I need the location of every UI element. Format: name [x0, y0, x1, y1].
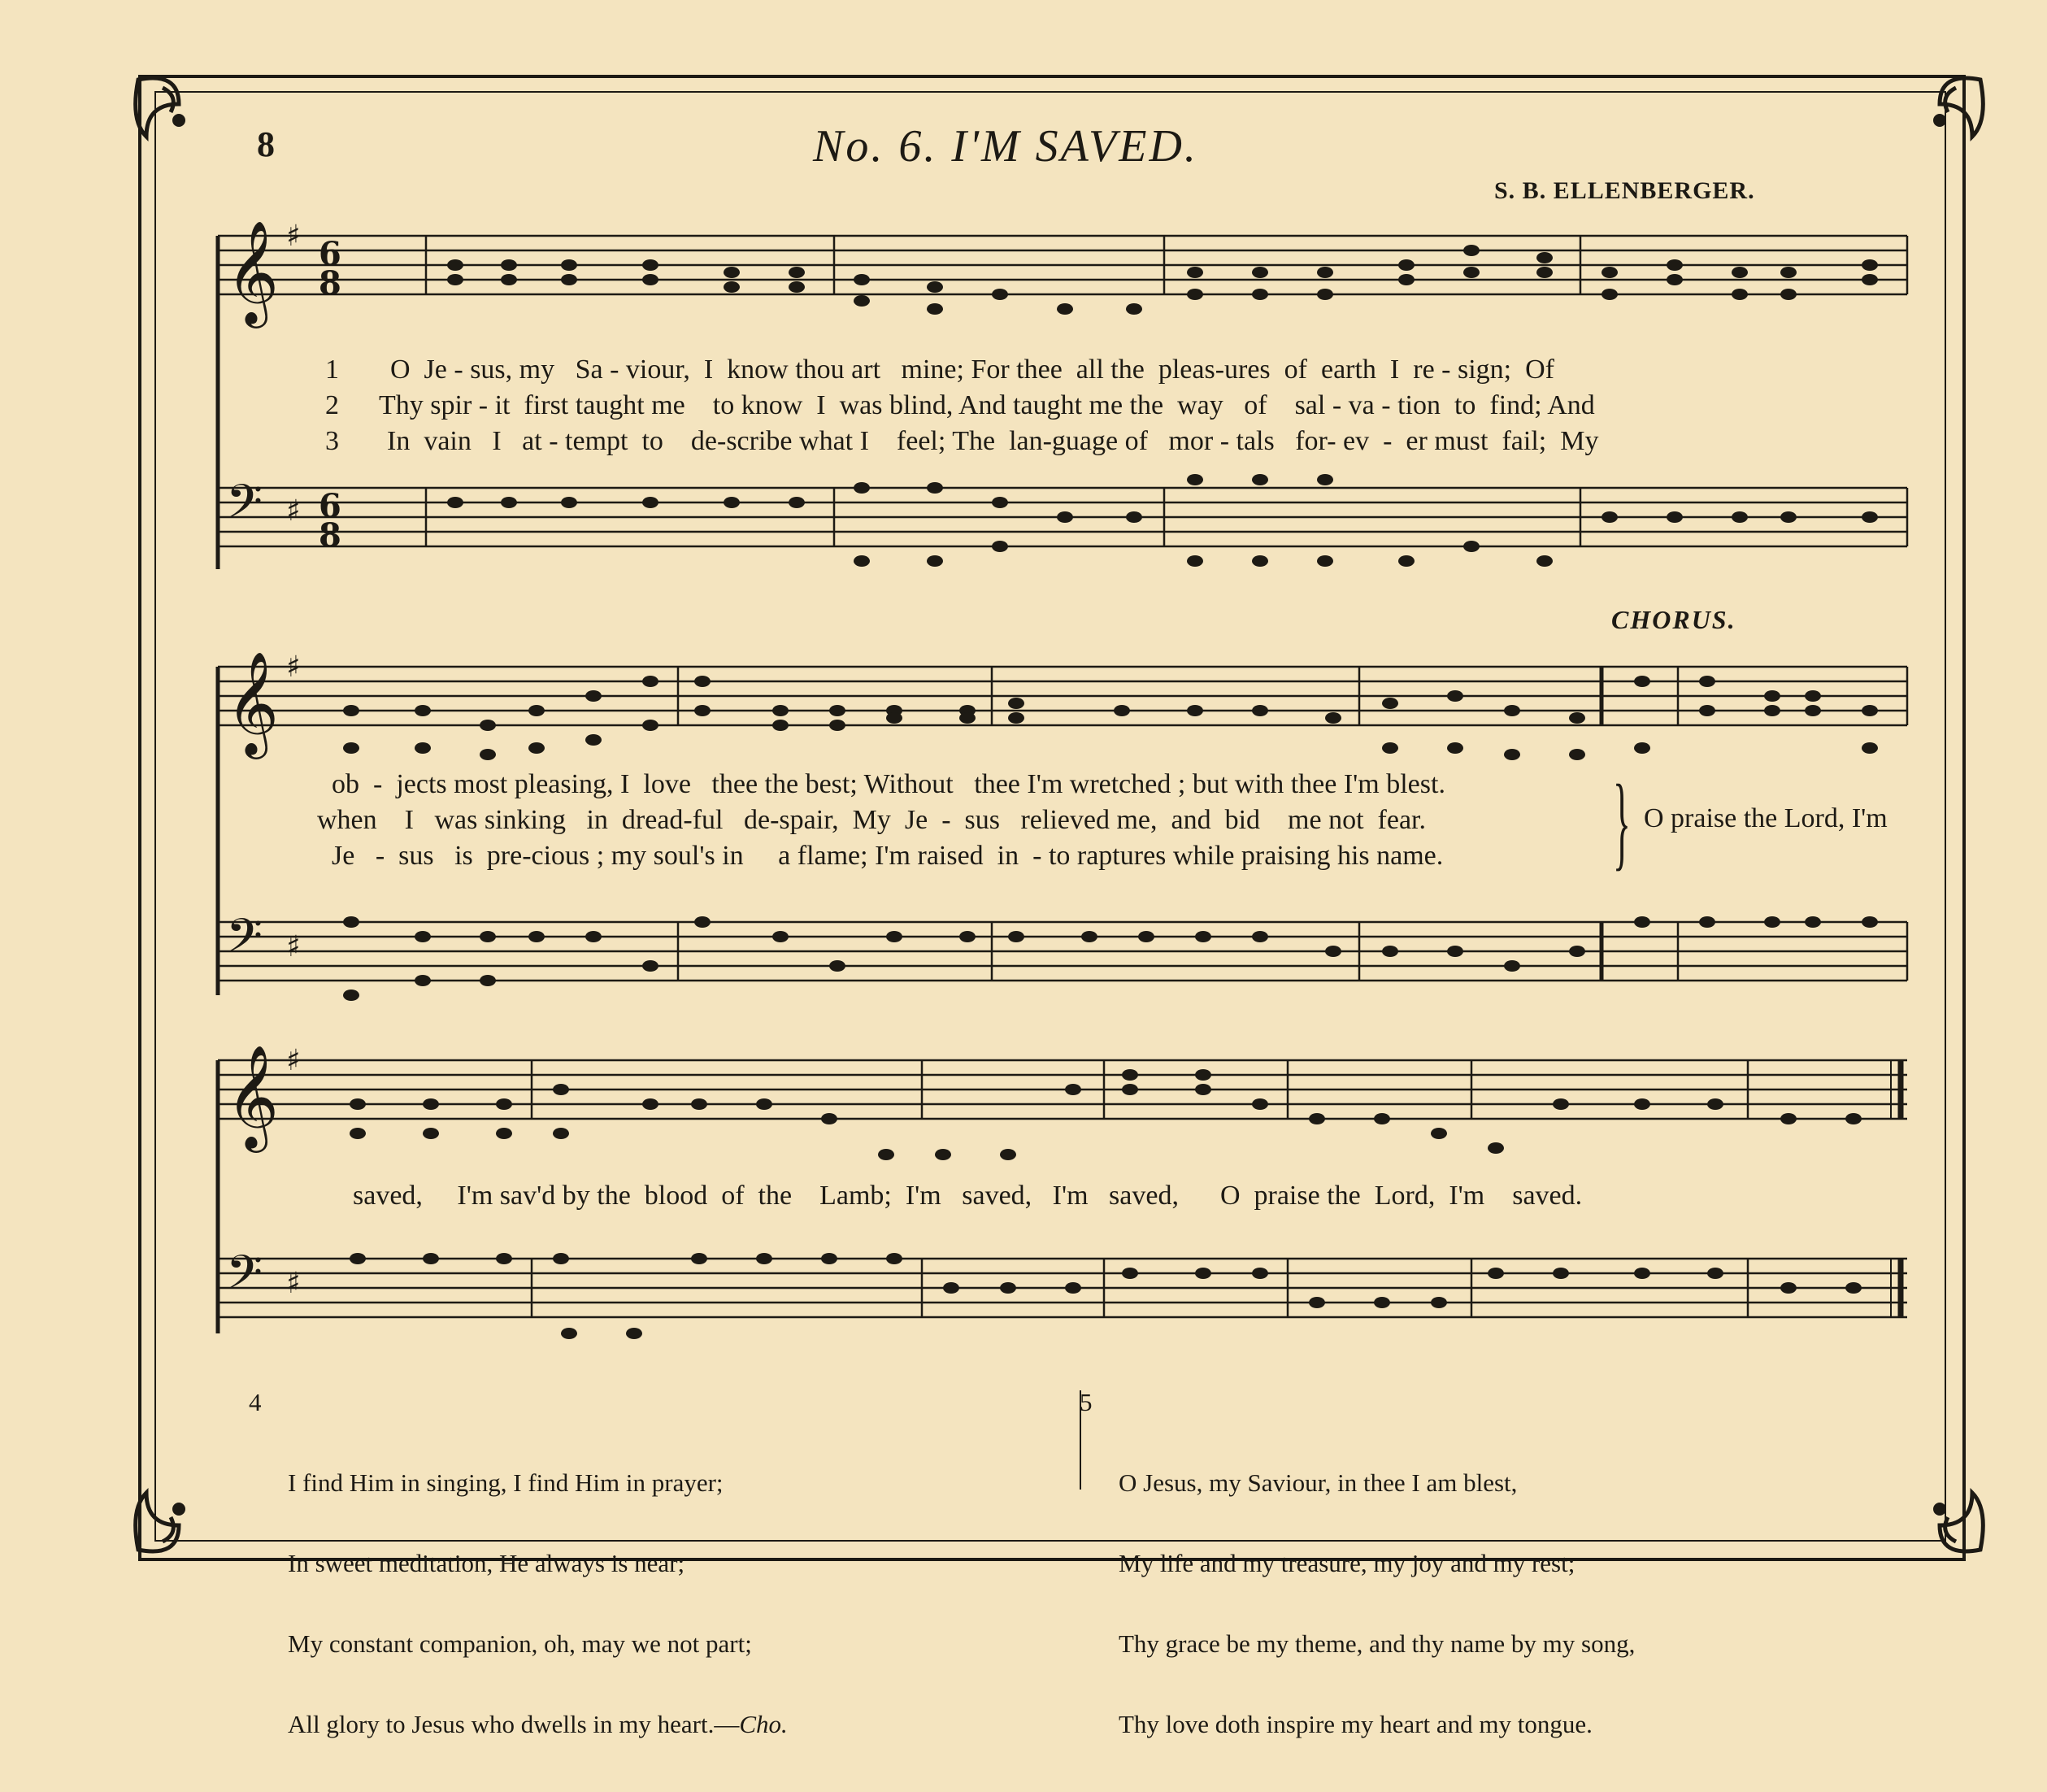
svg-text:6: 6 — [319, 235, 341, 273]
svg-text:♯: ♯ — [286, 1267, 301, 1300]
staff-treble-1 — [218, 236, 1907, 294]
staff-bass-3 — [218, 1259, 1907, 1317]
stanza-5 — [1080, 1388, 1636, 1791]
verse-number: 2 — [325, 390, 339, 420]
verse-number: 3 — [325, 426, 339, 456]
treble-clef-icon: 𝄞 — [226, 220, 280, 324]
stanza-line: Thy grace be my theme, and thy name by my song, — [1119, 1629, 1636, 1658]
stanza-line: My constant companion, oh, may we not part; — [288, 1629, 752, 1658]
lyric-line: In vain I at - tempt to de-scribe what I feel; The lan-guage of mor - tals for- ev - er must fail; My — [387, 426, 1599, 456]
svg-text:♯: ♯ — [286, 220, 301, 253]
stanza-line: My life and my treasure, my joy and my rest; — [1119, 1549, 1575, 1577]
treble-clef-icon: 𝄞 — [226, 1044, 280, 1148]
svg-text:8: 8 — [319, 264, 341, 302]
stanza-line: All glory to Jesus who dwells in my heart.— — [288, 1710, 740, 1738]
lyric-line: Thy spir - it first taught me to know I was blind, And taught me the way of sal - va - tion to find; And — [379, 390, 1595, 420]
brace: } — [1613, 763, 1631, 881]
chorus-lyric-start: O praise the Lord, I'm — [1644, 803, 1888, 833]
stanza-line-last — [288, 1711, 788, 1738]
svg-text:8: 8 — [319, 516, 341, 555]
svg-text:♯: ♯ — [286, 650, 301, 684]
staff-treble-3 — [218, 1060, 1907, 1119]
stanza-line: In sweet meditation, He always is near; — [288, 1549, 685, 1577]
lyric-line: when I was sinking in dread-ful de-spair, My Je - sus relieved me, and bid me not fear. — [317, 805, 1426, 835]
svg-text:♯: ♯ — [286, 1044, 301, 1077]
lyric-line: O Je - sus, my Sa - viour, I know thou art mine; For thee all the pleas-ures of earth I re - sign; Of — [390, 354, 1554, 385]
stanza-4 — [249, 1388, 788, 1791]
stanza-line: I find Him in singing, I find Him in prayer; — [288, 1468, 724, 1497]
svg-text:♯: ♯ — [286, 494, 301, 528]
stanza-number: 4 — [249, 1388, 262, 1416]
chorus-cue: Cho. — [739, 1710, 788, 1738]
chorus-lyric-line: saved, I'm sav'd by the blood of the Lamb; I'm saved, I'm saved, O praise the Lord, I'm saved. — [353, 1181, 1583, 1211]
lyric-line: Je - sus is pre-cious ; my soul's in a flame; I'm raised in - to raptures while praising his name. — [332, 841, 1444, 871]
bass-clef-icon: 𝄢 — [226, 474, 263, 541]
verse-number: 1 — [325, 354, 339, 385]
page-number: 8 — [257, 124, 275, 164]
stanza-number: 5 — [1080, 1388, 1093, 1416]
staff-bass-2 — [218, 922, 1907, 981]
chorus-heading: CHORUS. — [1611, 605, 1736, 634]
svg-text:♯: ♯ — [286, 930, 301, 963]
treble-clef-icon: 𝄞 — [226, 650, 280, 755]
stanza-line: O Jesus, my Saviour, in thee I am blest, — [1119, 1468, 1518, 1497]
svg-text:6: 6 — [319, 487, 341, 525]
composer-credit: S. B. ELLENBERGER. — [1494, 177, 1755, 204]
lyric-line: ob - jects most pleasing, I love thee the best; Without thee I'm wretched ; but with thee I'm blest. — [332, 769, 1445, 799]
hymn-title: No. 6. I'M SAVED. — [813, 121, 1198, 172]
staff-treble-2 — [218, 667, 1907, 725]
bass-clef-icon: 𝄢 — [226, 908, 263, 975]
stanza-line: Thy love doth inspire my heart and my tongue. — [1119, 1710, 1593, 1738]
bass-clef-icon: 𝄢 — [226, 1245, 263, 1311]
